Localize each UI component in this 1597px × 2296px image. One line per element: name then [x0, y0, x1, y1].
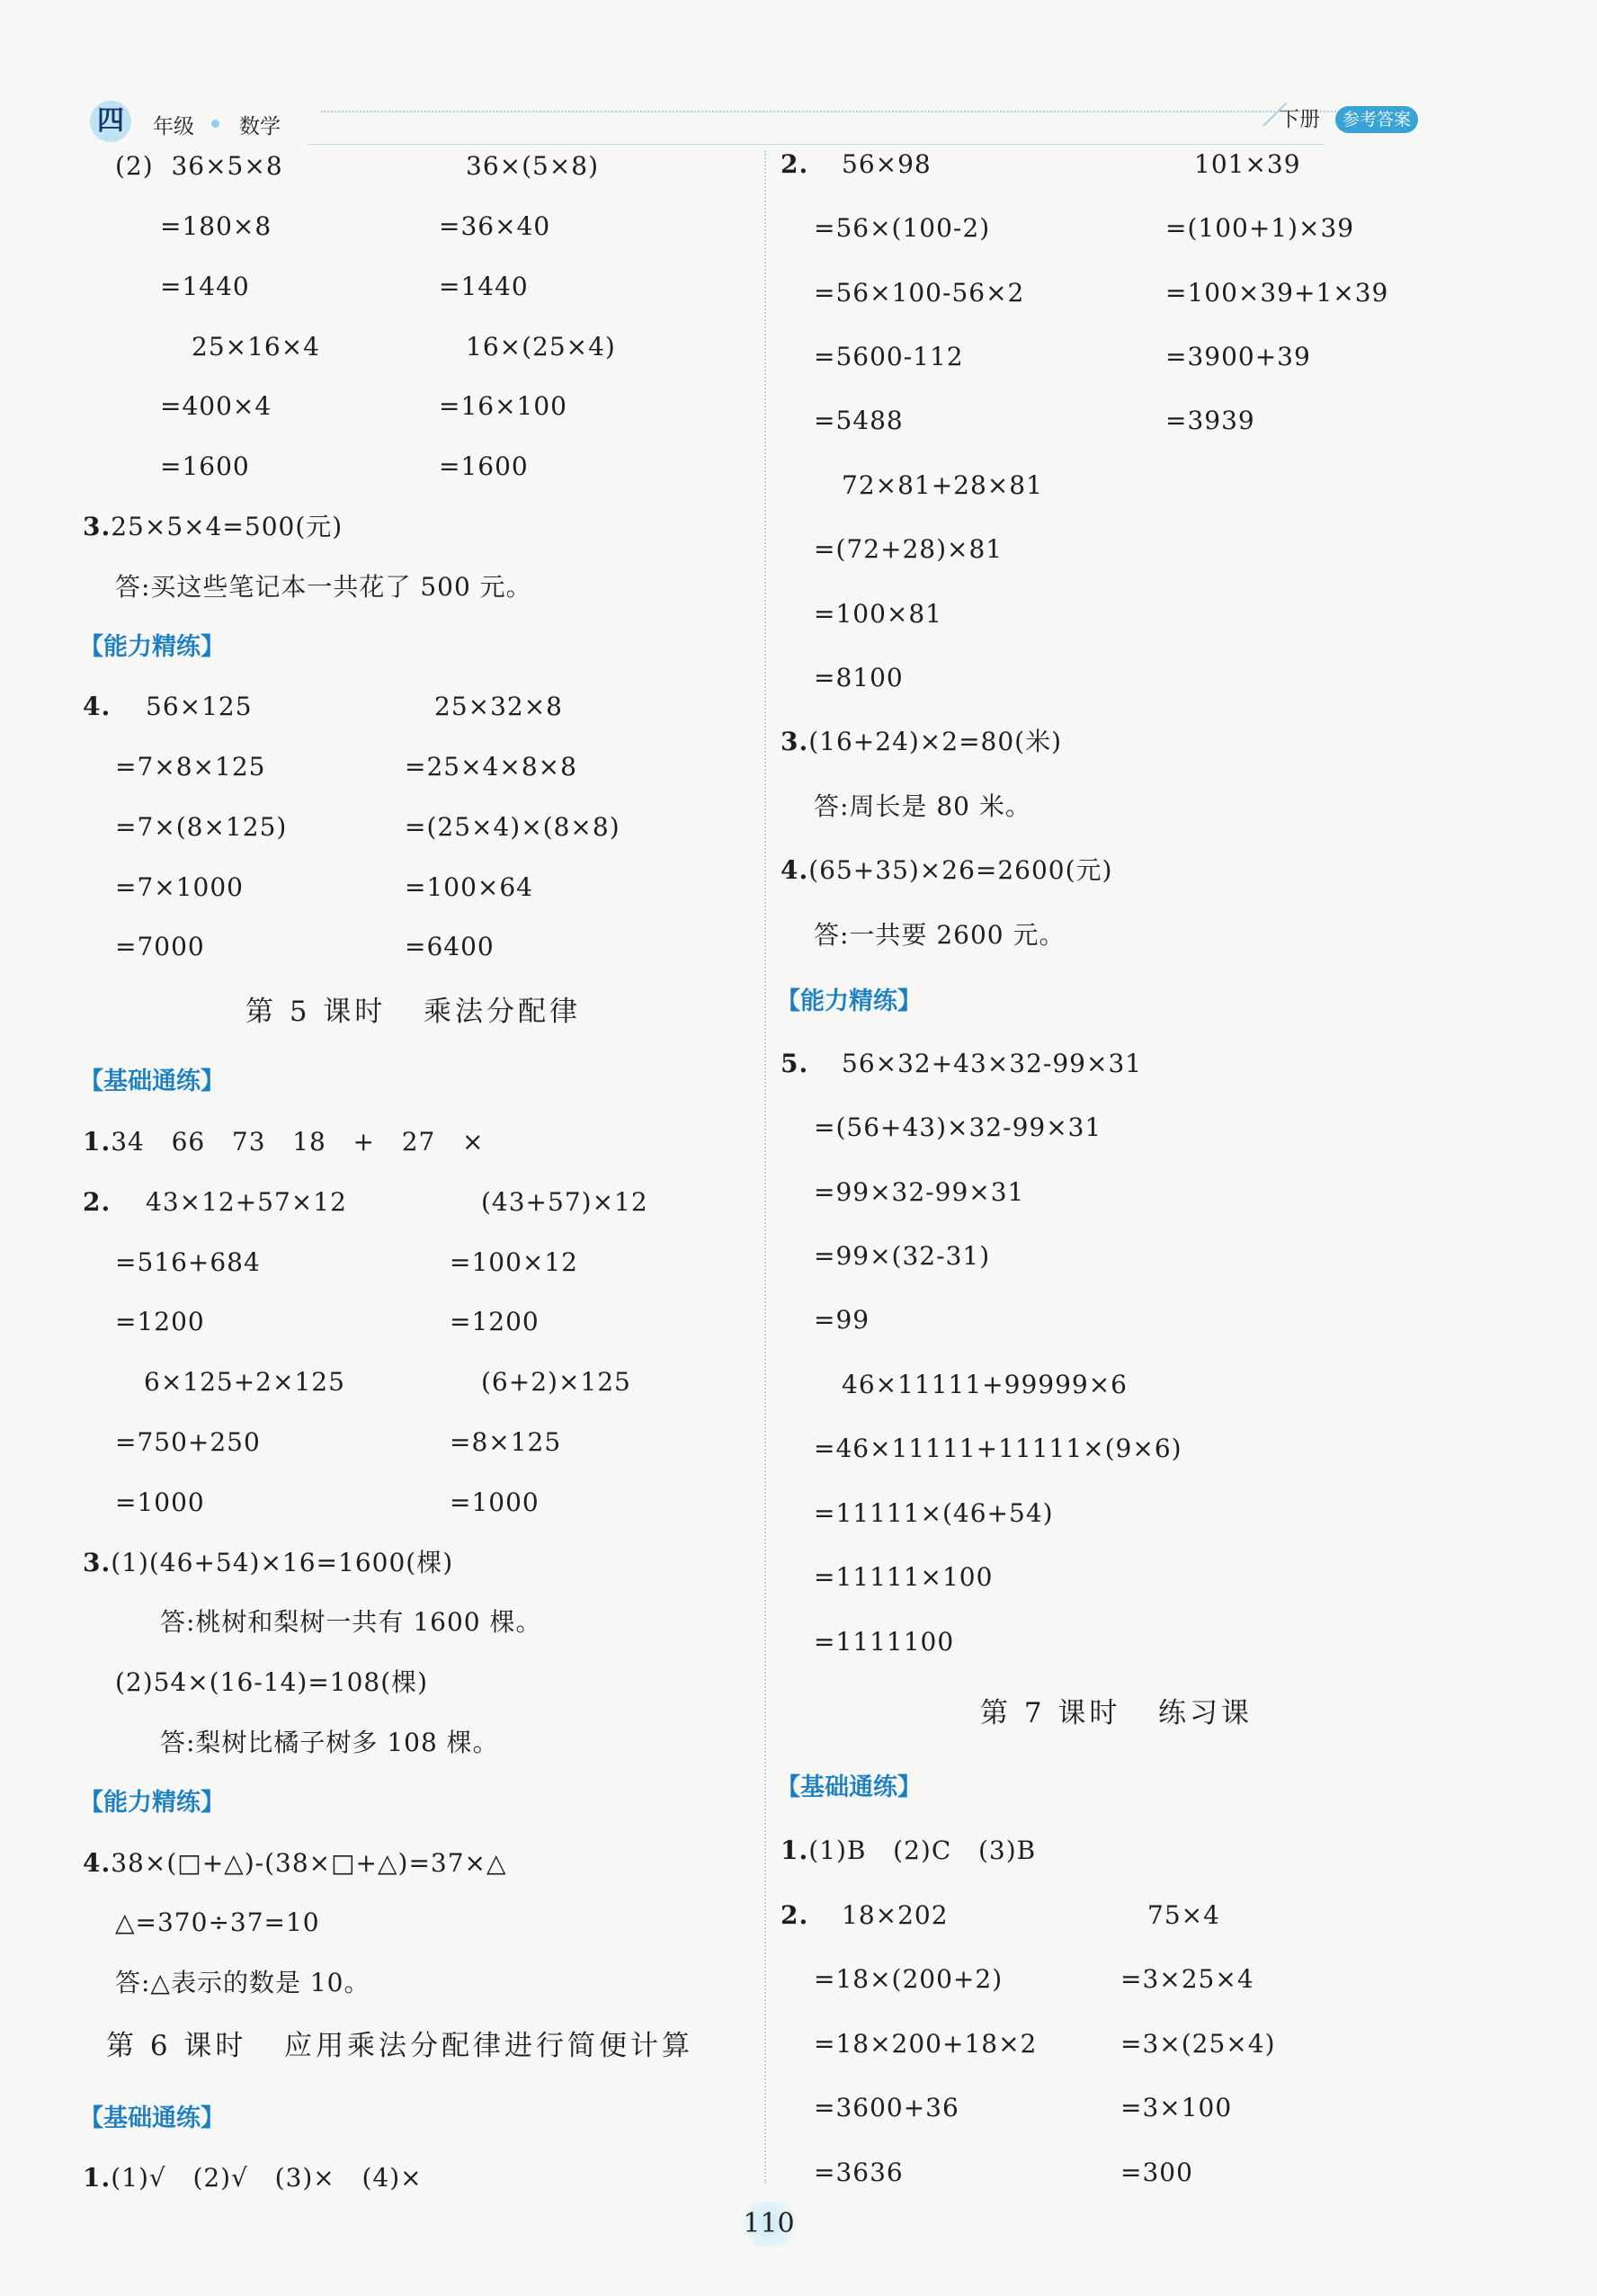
answer-line — [192, 331, 320, 363]
answer-line — [439, 271, 529, 303]
answer-text: =99×32-99×31 — [814, 1177, 1025, 1207]
volume-label: 下册 — [1279, 108, 1320, 131]
answer-line — [814, 1176, 1024, 1209]
answer-text: 18×202 — [842, 1900, 949, 1930]
answer-text: (1)√ (2)√ (3)× (4)× — [111, 2163, 423, 2193]
answer-line — [814, 1240, 990, 1273]
lesson-title: 第 6 课时 应用乘法分配律进行简便计算 — [106, 2030, 693, 2062]
answer-text: =7×1000 — [115, 872, 244, 902]
section-heading: 【能力精练】 — [776, 987, 922, 1015]
answer-line — [814, 2157, 904, 2189]
section-heading: 【基础通练】 — [79, 2104, 225, 2132]
answer-line — [115, 811, 287, 844]
answer-text: =300 — [1120, 2158, 1193, 2187]
answer-text: 25×16×4 — [192, 332, 320, 362]
answer-text: (16+24)×2=80(米) — [808, 727, 1063, 756]
answer-text: =7000 — [115, 932, 205, 961]
answer-line — [814, 919, 1066, 951]
lesson-title: 第 7 课时 练习课 — [980, 1697, 1253, 1729]
answer-line — [814, 1561, 993, 1594]
answer-line — [115, 1426, 261, 1459]
answer-line — [481, 1186, 648, 1219]
answer-line — [160, 271, 250, 303]
answer-text: =3×100 — [1120, 2093, 1233, 2122]
answer-line — [781, 148, 932, 181]
answer-text: =8100 — [814, 663, 904, 692]
question-number: 4. — [781, 855, 809, 885]
answer-text: =(56+43)×32-99×31 — [814, 1112, 1102, 1142]
answer-line — [466, 331, 616, 363]
answer-line — [83, 691, 253, 723]
answer-text: =5488 — [814, 406, 904, 435]
answer-line — [83, 1547, 453, 1579]
lesson-title: 第 5 课时 乘法分配律 — [245, 996, 581, 1028]
answer-line — [814, 791, 1031, 823]
question-number: 3. — [781, 727, 809, 756]
answer-text: =1440 — [439, 272, 529, 301]
answer-line — [814, 405, 904, 437]
question-number: 5. — [781, 1049, 809, 1078]
answer-text: =100×39+1×39 — [1165, 278, 1389, 308]
answer-line — [450, 1426, 561, 1459]
answer-text: 38×(□+△)-(38×□+△)=37×△ — [111, 1848, 507, 1878]
answer-line — [439, 390, 567, 423]
answer-line — [115, 1306, 205, 1338]
answer-text: =6400 — [405, 932, 495, 961]
answer-line — [781, 1048, 1142, 1080]
answer-line — [1120, 2157, 1193, 2189]
answer-text: (1)B (2)C (3)B — [808, 1836, 1037, 1865]
question-number: 1. — [781, 1836, 809, 1865]
answer-text: =1440 — [160, 272, 250, 301]
answer-line — [781, 1835, 1036, 1867]
answer-text: =1000 — [450, 1487, 540, 1517]
answer-text: =1200 — [115, 1307, 205, 1336]
answer-line — [405, 931, 495, 963]
question-number: 1. — [83, 2163, 112, 2193]
answer-line — [1147, 1899, 1220, 1932]
answer-text: =16×100 — [439, 391, 567, 421]
answer-text: 25×5×4=500(元) — [111, 512, 343, 541]
answer-text: =100×81 — [814, 599, 942, 629]
answer-line — [115, 931, 205, 963]
answer-text: 101×39 — [1194, 149, 1301, 179]
answer-line — [814, 341, 964, 373]
answer-line — [781, 726, 1062, 758]
answer-text: 25×32×8 — [434, 692, 563, 721]
answer-text: 43×12+57×12 — [146, 1187, 347, 1217]
question-number: 1. — [83, 1127, 112, 1157]
answer-key-badge: 参考答案 — [1335, 106, 1418, 133]
answer-line — [814, 598, 942, 630]
answer-text: =(72+28)×81 — [814, 534, 1004, 564]
question-number: 4. — [83, 1848, 112, 1878]
column-divider — [764, 151, 766, 2184]
answer-line — [115, 571, 532, 603]
answer-line — [405, 871, 533, 904]
answer-line — [115, 1666, 428, 1699]
answer-text: 6×125+2×125 — [144, 1367, 345, 1397]
answer-line — [144, 1366, 345, 1398]
page-number: 110 — [737, 2202, 800, 2247]
answer-text: =46×11111+11111×(9×6) — [814, 1434, 1182, 1463]
answer-text: =36×40 — [439, 211, 551, 241]
header-dotted-rule — [321, 111, 1346, 112]
answer-line — [160, 210, 272, 243]
answer-line — [115, 1907, 320, 1939]
answer-text: 答:梨树比橘子树多 108 棵。 — [160, 1728, 499, 1757]
answer-line — [781, 1899, 949, 1932]
section-heading: 【能力精练】 — [79, 1789, 225, 1817]
answer-line — [450, 1487, 540, 1519]
answer-line — [83, 511, 343, 543]
answer-line — [814, 277, 1024, 309]
answer-text: =1111100 — [814, 1627, 955, 1657]
answer-line — [1120, 1963, 1254, 1996]
answer-line — [160, 1727, 499, 1759]
answer-line — [439, 451, 529, 483]
answer-text: =1200 — [450, 1307, 540, 1336]
answer-text: =5600-112 — [814, 342, 964, 371]
answer-line — [160, 451, 250, 483]
answer-text: 答:一共要 2600 元。 — [814, 920, 1066, 950]
answer-text: (2) 36×5×8 — [115, 151, 283, 181]
answer-line — [115, 751, 265, 783]
answer-line — [450, 1246, 578, 1279]
answer-line — [1165, 212, 1354, 245]
answer-line — [439, 210, 550, 243]
answer-text: =516+684 — [115, 1247, 261, 1277]
answer-line — [115, 1967, 370, 1999]
answer-text: =18×(200+2) — [814, 1964, 1004, 1994]
answer-line — [405, 751, 577, 783]
answer-line — [814, 662, 904, 694]
answer-text: 56×32+43×32-99×31 — [842, 1049, 1143, 1078]
question-number: 3. — [83, 512, 112, 541]
answer-line — [814, 1304, 870, 1336]
answer-text: =3900+39 — [1165, 342, 1311, 371]
answer-text: =11111×100 — [814, 1562, 994, 1592]
answer-line — [115, 150, 283, 183]
question-number: 2. — [83, 1187, 112, 1217]
answer-line — [1165, 341, 1311, 373]
answer-text: 16×(25×4) — [466, 332, 616, 362]
answer-text: 56×125 — [146, 692, 253, 721]
answer-text: =56×100-56×2 — [814, 278, 1025, 308]
answer-line — [434, 691, 563, 723]
answer-line — [1165, 277, 1388, 309]
answer-text: =3×25×4 — [1120, 1964, 1254, 1994]
answer-line — [160, 1606, 542, 1639]
answer-line — [814, 1433, 1182, 1465]
answer-text: =3939 — [1165, 406, 1255, 435]
answer-text: 46×11111+99999×6 — [842, 1370, 1128, 1399]
answer-text: =3×(25×4) — [1120, 2029, 1276, 2059]
question-number: 2. — [781, 149, 809, 179]
answer-line — [814, 212, 990, 245]
answer-line — [814, 1497, 1054, 1530]
answer-text: =400×4 — [160, 391, 272, 421]
answer-line — [405, 811, 620, 844]
answer-line — [83, 1126, 485, 1158]
question-number: 2. — [781, 1900, 809, 1930]
answer-text: =100×64 — [405, 872, 533, 902]
answer-text: =7×8×125 — [115, 752, 266, 782]
answer-line — [160, 390, 272, 423]
header-rule — [308, 144, 1324, 145]
answer-text: (65+35)×26=2600(元) — [808, 855, 1113, 885]
answer-line — [450, 1306, 540, 1338]
answer-text: =100×12 — [450, 1247, 578, 1277]
answer-text: =1600 — [160, 451, 250, 481]
answer-text: 36×(5×8) — [466, 151, 600, 181]
answer-text: =99 — [814, 1305, 870, 1335]
answer-line — [814, 1963, 1003, 1996]
answer-line — [814, 533, 1003, 566]
answer-text: =99×(32-31) — [814, 1241, 991, 1271]
answer-text: 答:桃树和梨树一共有 1600 棵。 — [160, 1607, 542, 1637]
answer-text: =25×4×8×8 — [405, 752, 577, 782]
answer-text: =(100+1)×39 — [1165, 213, 1355, 243]
answer-text: =56×(100-2) — [814, 213, 991, 243]
answer-line — [1194, 148, 1301, 181]
answer-line — [1165, 405, 1255, 437]
answer-text: 34 66 73 18 + 27 × — [111, 1127, 485, 1157]
answer-text: 75×4 — [1147, 1900, 1220, 1930]
answer-text: 答:周长是 80 米。 — [814, 791, 1031, 821]
answer-line — [115, 871, 244, 904]
answer-line — [781, 854, 1112, 887]
answer-line — [1120, 2028, 1276, 2060]
answer-text: 72×81+28×81 — [842, 470, 1043, 500]
answer-line — [842, 1369, 1128, 1401]
answer-text: =8×125 — [450, 1427, 562, 1457]
answer-line — [83, 2162, 423, 2194]
answer-text: 答:△表示的数是 10。 — [115, 1968, 370, 1997]
grade-badge: 四 — [90, 101, 131, 142]
answer-line — [83, 1847, 507, 1880]
answer-line — [466, 150, 599, 183]
answer-text: =(25×4)×(8×8) — [405, 812, 620, 842]
answer-text: =11111×(46+54) — [814, 1498, 1054, 1528]
section-heading: 【基础通练】 — [79, 1068, 225, 1095]
answer-line — [814, 2028, 1037, 2060]
answer-text: =750+250 — [115, 1427, 261, 1457]
answer-text: =1600 — [439, 451, 529, 481]
answer-text: =1000 — [115, 1487, 205, 1517]
answer-line — [1120, 2092, 1232, 2124]
answer-text: =3636 — [814, 2158, 904, 2187]
section-heading: 【基础通练】 — [776, 1773, 922, 1801]
subject-label: 数学 — [239, 115, 281, 138]
answer-text: (43+57)×12 — [481, 1187, 648, 1217]
answer-line — [481, 1366, 631, 1398]
answer-text: △=370÷37=10 — [115, 1907, 320, 1937]
answer-line — [83, 1186, 347, 1219]
answer-line — [814, 1112, 1102, 1144]
header-dot-icon — [211, 120, 219, 128]
answer-line — [814, 1626, 954, 1658]
answer-text: (2)54×(16-14)=108(棵) — [115, 1667, 429, 1697]
answer-text: =3600+36 — [814, 2093, 959, 2122]
question-number: 3. — [83, 1548, 112, 1577]
answer-text: =180×8 — [160, 211, 272, 241]
grade-label: 年级 — [153, 115, 194, 138]
answer-text: 答:买这些笔记本一共花了 500 元。 — [115, 572, 532, 602]
answer-text: =18×200+18×2 — [814, 2029, 1038, 2059]
section-heading: 【能力精练】 — [79, 633, 225, 661]
question-number: 4. — [83, 692, 112, 721]
answer-line — [115, 1246, 261, 1279]
answer-text: =7×(8×125) — [115, 812, 288, 842]
answer-line — [842, 469, 1043, 502]
answer-line — [115, 1487, 205, 1519]
answer-text: (1)(46+54)×16=1600(棵) — [111, 1548, 454, 1577]
page-header — [83, 97, 1432, 151]
answer-text: (6+2)×125 — [481, 1367, 631, 1397]
answer-line — [814, 2092, 959, 2124]
answer-text: 56×98 — [842, 149, 932, 179]
